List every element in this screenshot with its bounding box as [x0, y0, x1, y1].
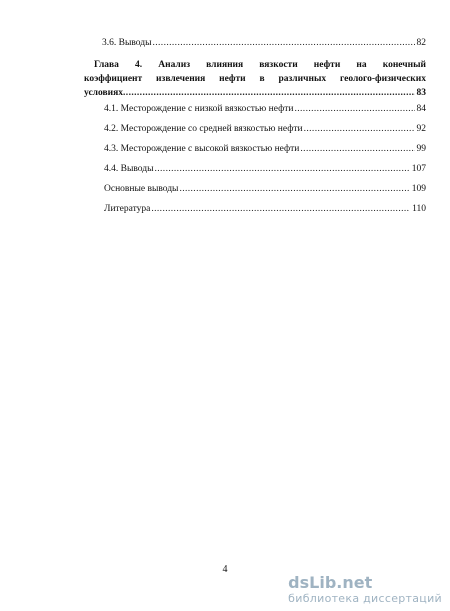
- toc-entry-label: 4.3. Месторождение с высокой вязкостью нефти: [104, 144, 300, 154]
- toc-entry-page: 109: [411, 184, 426, 194]
- toc-entry-literature[interactable]: [84, 204, 426, 215]
- toc-entry-label: Основные выводы: [104, 184, 179, 194]
- dslib-watermark[interactable]: [288, 574, 442, 605]
- toc-entry-label: 3.6. Выводы: [102, 38, 152, 48]
- table-of-contents: [84, 38, 426, 224]
- toc-entry-main-conclusions[interactable]: [84, 184, 426, 195]
- watermark-brand: dsLib.net: [288, 573, 373, 592]
- toc-leader-dots: [151, 204, 410, 215]
- toc-leader-dots: [304, 124, 415, 135]
- toc-entry-label: Литература: [104, 204, 151, 214]
- toc-entry-page: 99: [416, 144, 426, 154]
- toc-entry-4-1[interactable]: [84, 104, 426, 115]
- page-number: 4: [222, 564, 228, 575]
- watermark-subtitle: библиотека диссертаций: [288, 592, 442, 605]
- toc-entry-label: 4.1. Месторождение с низкой вязкостью нефти: [104, 104, 294, 114]
- toc-entry-3-6[interactable]: [84, 38, 426, 49]
- chapter-title-line-1: Глава 4. Анализ влияния вязкости нефти на конечный: [94, 60, 426, 70]
- toc-entry-page: 84: [416, 104, 426, 114]
- toc-entry-4-3[interactable]: [84, 144, 426, 155]
- toc-entry-label: 4.4. Выводы: [104, 164, 154, 174]
- toc-entry-page: 82: [416, 38, 426, 48]
- toc-entry-page: 92: [416, 124, 426, 134]
- toc-chapter-4[interactable]: [84, 58, 426, 100]
- toc-entry-4-2[interactable]: [84, 124, 426, 135]
- toc-entry-page: 110: [412, 204, 426, 214]
- toc-entry-page: 107: [411, 164, 426, 174]
- chapter-page: 83: [416, 88, 426, 98]
- toc-leader-dots: [300, 144, 414, 155]
- chapter-title-line-3: условиях: [84, 88, 124, 98]
- chapter-title-line-2: коэффициент извлечения нефти в различных геолого-физических: [84, 74, 426, 84]
- toc-leader-dots: [294, 104, 414, 115]
- toc-leader-dots: [152, 38, 414, 49]
- toc-entry-label: 4.2. Месторождение со средней вязкостью нефти: [104, 124, 303, 134]
- toc-leader-dots: [154, 164, 409, 175]
- toc-entry-4-4[interactable]: [84, 164, 426, 175]
- toc-leader-dots: [123, 86, 414, 100]
- toc-leader-dots: [179, 184, 409, 195]
